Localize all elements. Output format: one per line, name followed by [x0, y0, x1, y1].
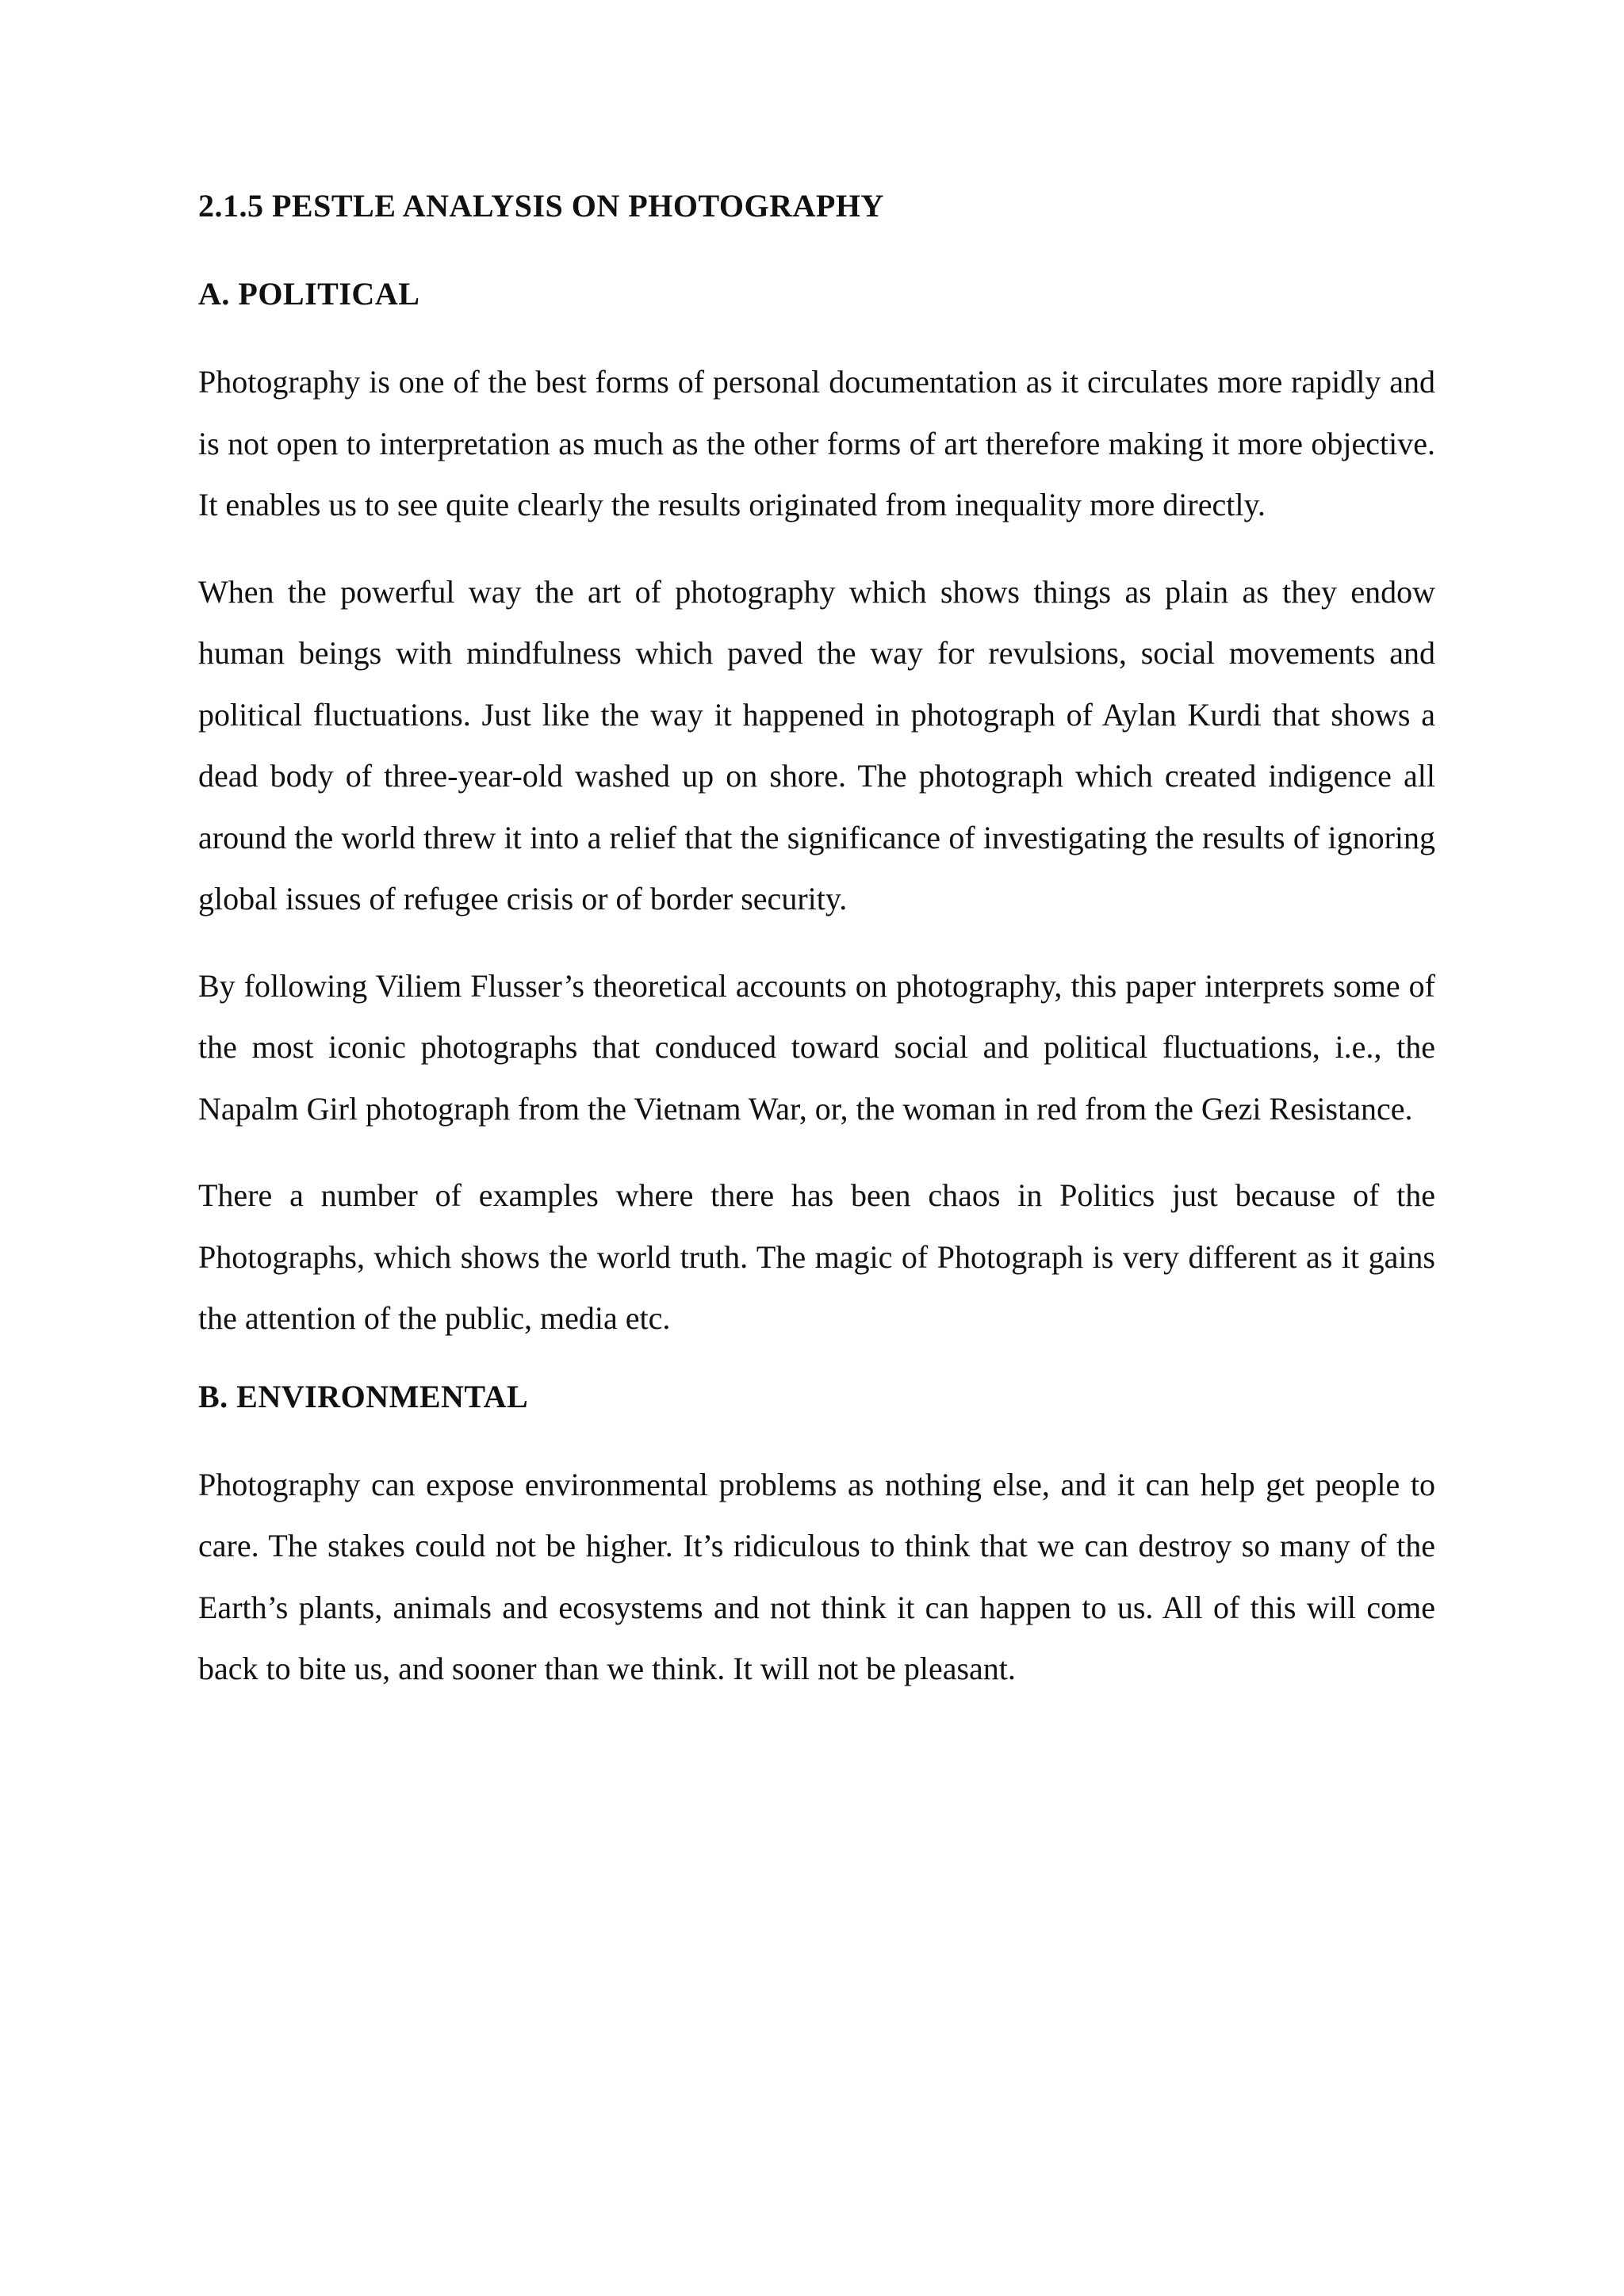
- paragraph: There a number of examples where there has been chaos in Politics just because of the Photographs, which shows the world truth. The magic of Photograph is very different as it gains the attention of the public, media etc.: [198, 1177, 1435, 1336]
- section-environmental: [198, 1375, 1435, 1700]
- section-title-political: A. POLITICAL: [198, 276, 420, 312]
- document-page: [198, 184, 1435, 1725]
- section-title-environmental: B. ENVIRONMENTAL: [198, 1378, 529, 1414]
- paragraph: When the powerful way the art of photography which shows things as plain as they endow human beings with mindfulness which paved the way for revulsions, social movements and political fluctuations. Just like the way it happened in photograph of Aylan Kurdi that shows a dead body of three-year-old washed up on shore. The photograph which created indigence all around the world threw it into a relief that the significance of investigating the results of ignoring global issues of refugee crisis or of border security.: [198, 573, 1435, 916]
- paragraph: Photography is one of the best forms of personal documentation as it circulates more rapidly and is not open to interpretation as much as the other forms of art therefore making it more objective. It enables us to see quite clearly the results originated from inequality more directly.: [198, 364, 1435, 522]
- section-political: [198, 272, 1435, 1349]
- paragraph: By following Viliem Flusser’s theoretical accounts on photography, this paper interprets some of the most iconic photographs that conduced toward social and political fluctuations, i.e., the Napalm Girl photograph from the Vietnam War, or, the woman in red from the Gezi Resistance.: [198, 967, 1435, 1127]
- page-heading: 2.1.5 PESTLE ANALYSIS ON PHOTOGRAPHY: [198, 188, 884, 224]
- paragraph: Photography can expose environmental problems as nothing else, and it can help get people to care. The stakes could not be higher. It’s ridiculous to think that we can destroy so many of the Earth’s plants, animals and ecosystems and not think it can happen to us. All of this will come back to bite us, and sooner than we think. It will not be pleasant.: [198, 1466, 1435, 1686]
